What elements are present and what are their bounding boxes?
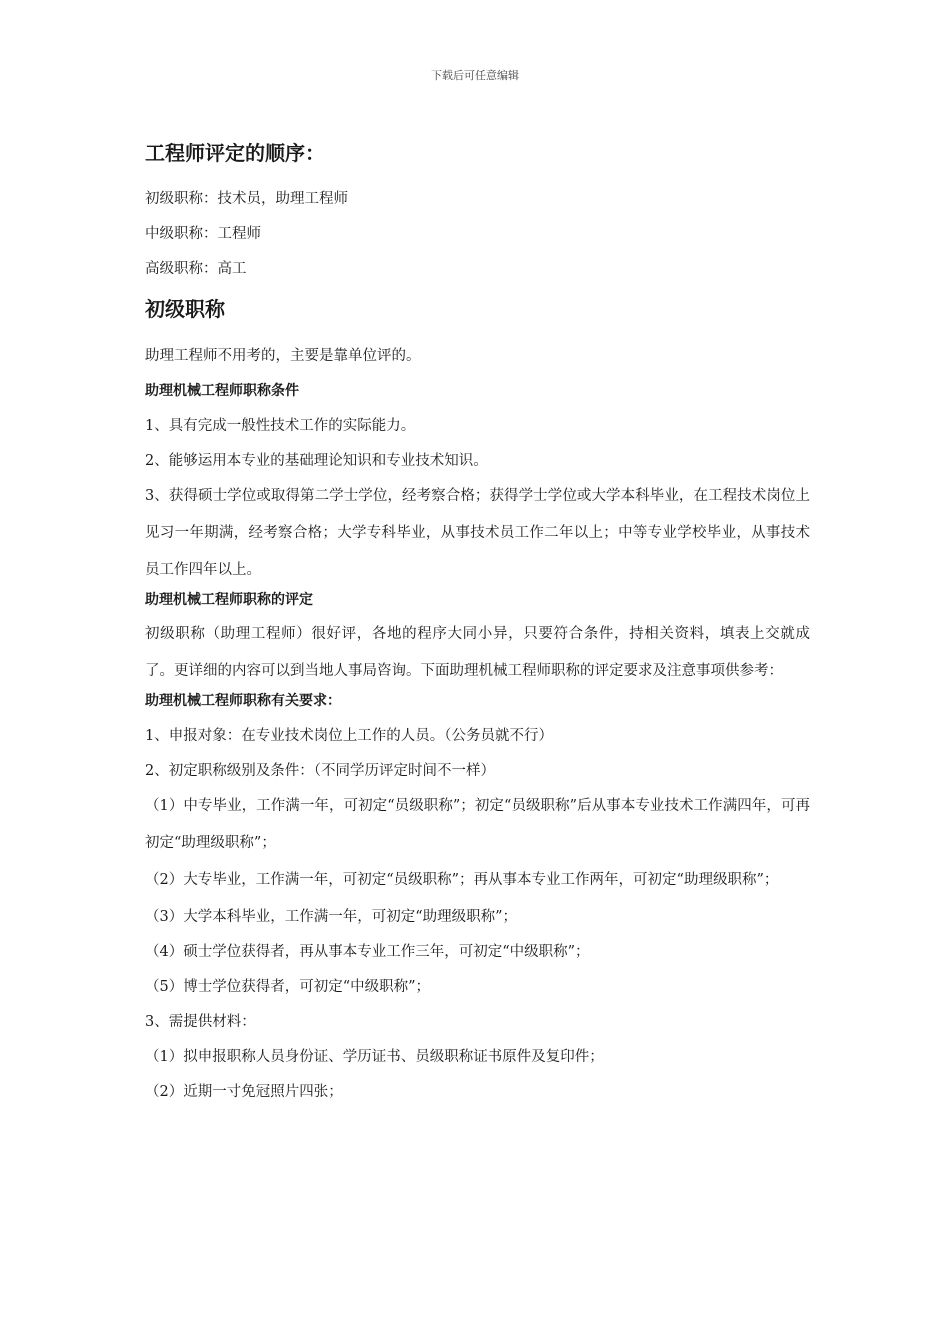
condition-item: 1、具有完成一般性技术工作的实际能力。	[145, 418, 416, 434]
level-intermediate: 中级职称：工程师	[145, 226, 261, 242]
heading-evaluation-order: 工程师评定的顺序：	[145, 141, 325, 165]
requirement-subitem: （2）近期一寸免冠照片四张；	[145, 1084, 343, 1100]
requirements-heading: 助理机械工程师职称有关要求：	[145, 693, 341, 709]
requirement-item: 3、需提供材料：	[145, 1014, 256, 1030]
requirement-subitem: （2）大专毕业，工作满一年，可初定“员级职称”；再从事本专业工作两年，可初定“助理级职称”；	[145, 872, 779, 888]
level-senior: 高级职称：高工	[145, 261, 247, 277]
conditions-heading: 助理机械工程师职称条件	[145, 383, 299, 399]
page-header: 下载后可任意编辑	[431, 69, 519, 82]
requirement-subitem: （4）硕士学位获得者，再从事本专业工作三年，可初定“中级职称”；	[145, 944, 590, 960]
requirement-subitem: （3）大学本科毕业，工作满一年，可初定“助理级职称”；	[145, 909, 518, 925]
requirement-item: 2、初定职称级别及条件：（不同学历评定时间不一样）	[145, 763, 495, 779]
heading-junior-title: 初级职称	[145, 297, 225, 321]
condition-item: 3、获得硕士学位或取得第二学士学位，经考察合格；获得学士学位或大学本科毕业，在工程技术岗位上见习一年期满，经考察合格；大学专科毕业，从事技术员工作二年以上；中等专业学校毕业，从事技术员工作四年以上。	[145, 488, 810, 578]
intro-paragraph: 助理工程师不用考的，主要是靠单位评的。	[145, 348, 421, 364]
level-junior: 初级职称：技术员，助理工程师	[145, 191, 348, 207]
requirement-subitem: （5）博士学位获得者，可初定“中级职称”；	[145, 979, 431, 995]
document-body	[145, 140, 810, 1102]
requirement-subitem: （1）拟申报职称人员身份证、学历证书、员级职称证书原件及复印件；	[145, 1049, 604, 1065]
condition-item: 2、能够运用本专业的基础理论知识和专业技术知识。	[145, 453, 488, 469]
requirement-subitem: （1）中专毕业，工作满一年，可初定“员级职称”；初定“员级职称”后从事本专业技术工作满四年，可再初定“助理级职称”；	[145, 798, 810, 851]
requirement-item: 1、申报对象：在专业技术岗位上工作的人员。（公务员就不行）	[145, 728, 553, 744]
evaluation-paragraph: 初级职称（助理工程师）很好评，各地的程序大同小异，只要符合条件，持相关资料，填表上交就成了。更详细的内容可以到当地人事局咨询。下面助理机械工程师职称的评定要求及注意事项供参考：	[145, 626, 810, 679]
evaluation-heading: 助理机械工程师职称的评定	[145, 592, 313, 608]
